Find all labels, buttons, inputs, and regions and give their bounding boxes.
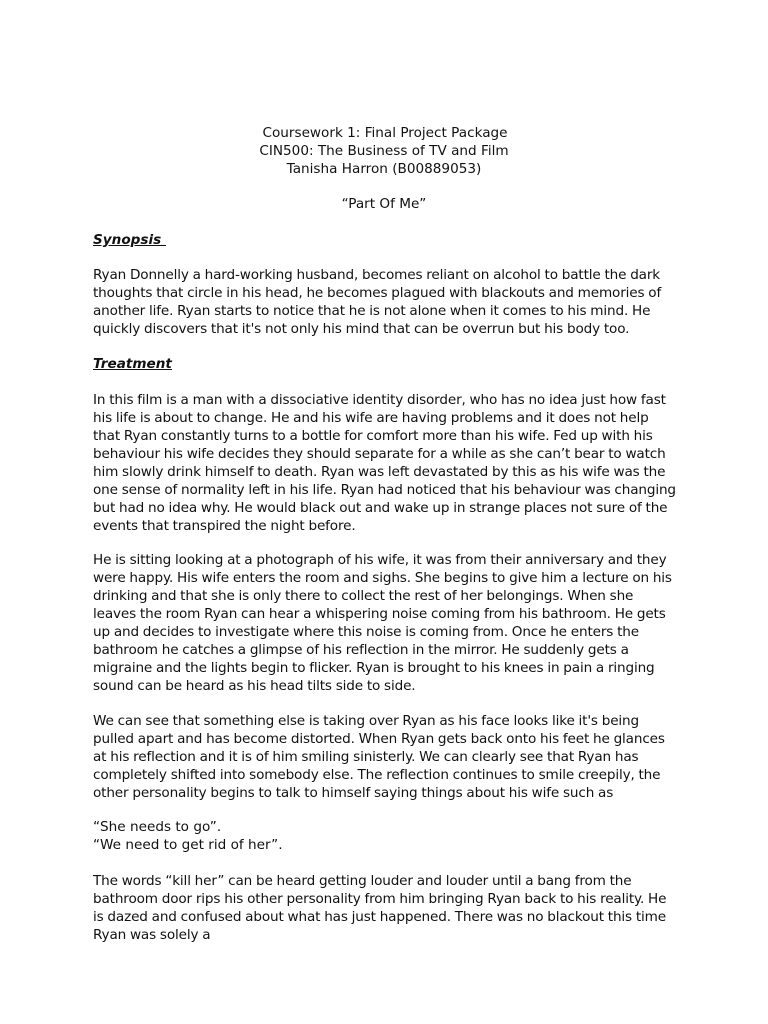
synopsis-heading: Synopsis: [93, 232, 166, 248]
treatment-paragraph-4: The words “kill her” can be heard getting louder and louder until a bang from the bathroom door rips his other personality from him bringing Ryan back to his reality. He is dazed and confused about what has just happened. There was no blackout this time Ryan was solely a: [93, 873, 667, 943]
module-title: CIN500: The Business of TV and Film: [259, 143, 509, 159]
treatment-paragraph-3: We can see that something else is taking over Ryan as his face looks like it's being pulled apart and has become distorted. When Ryan gets back onto his feet he glances at his reflection and it is of him smiling sinisterly. We can clearly see that Ryan has completely shifted into somebody else. The reflection continues to smile creepily, the other personality begins to talk to himself saying things about his wife such as: [93, 713, 665, 801]
synopsis-paragraph: Ryan Donnelly a hard-working husband, becomes reliant on alcohol to battle the dark thoughts that circle in his head, he becomes plagued with blackouts and memories of another life. Ryan starts to notice that he is not alone when it comes to his mind. He quickly discovers that it's not only his mind that can be overrun but his body too.: [93, 267, 662, 337]
treatment-heading: Treatment: [93, 356, 172, 372]
quote-line: “We need to get rid of her”.: [93, 837, 283, 853]
coursework-title: Coursework 1: Final Project Package: [262, 125, 508, 141]
document-header: [0, 124, 768, 178]
author-line: Tanisha Harron (B00889053): [286, 161, 482, 177]
quote-line: “She needs to go”.: [93, 819, 222, 835]
treatment-paragraph-1: In this film is a man with a dissociative identity disorder, who has no idea just how fast his life is about to change. He and his wife are having problems and it does not help that Ryan constantly turns to a bottle for comfort more than his wife. Fed up with his behaviour his wife decides they should separate for a while as she can’t bear to watch him slowly drink himself to death. Ryan was left devastated by this as his wife was the one sense of normality left in his life. Ryan had noticed that his behaviour was changing but had no idea why. He would black out and wake up in strange places not sure of the events that transpired the night before.: [93, 392, 676, 534]
treatment-paragraph-2: He is sitting looking at a photograph of his wife, it was from their anniversary and they were happy. His wife enters the room and sighs. She begins to give him a lecture on his drinking and that she is only there to collect the rest of her belongings. When she leaves the room Ryan can hear a whispering noise coming from his bathroom. He gets up and decides to investigate where this noise is coming from. Once he enters the bathroom he catches a glimpse of his reflection in the mirror. He suddenly gets a migraine and the lights begin to flicker. Ryan is brought to his knees in pain a ringing sound can be heard as his head tilts side to side.: [93, 552, 672, 694]
dialogue-quotes: [93, 818, 677, 854]
film-title: “Part Of Me”: [341, 196, 427, 212]
